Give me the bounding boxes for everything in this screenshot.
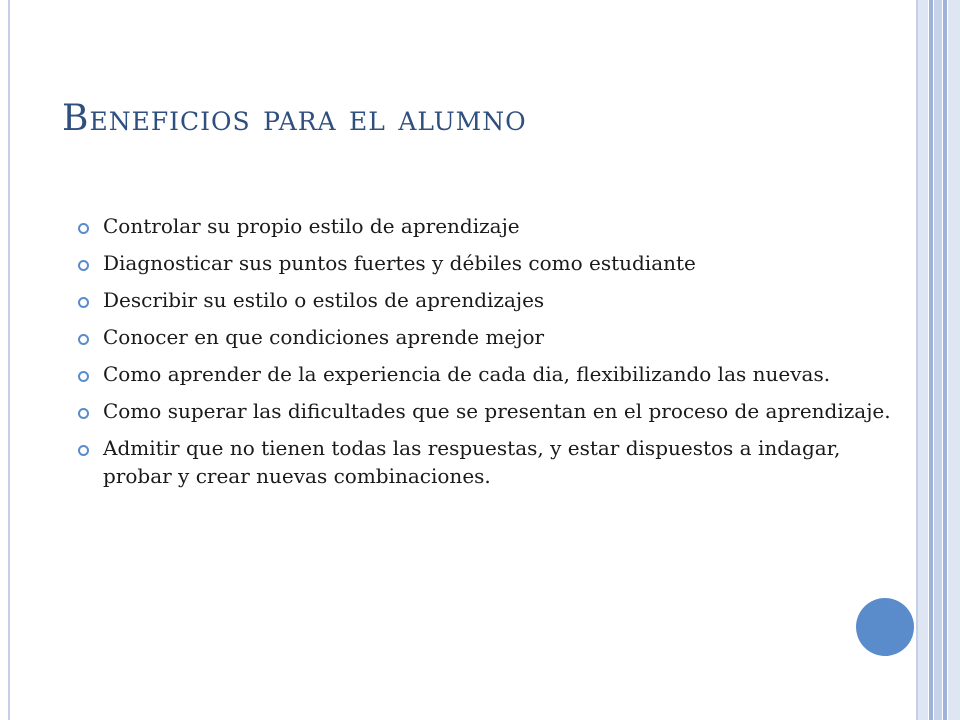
- bullet-circle-icon: [78, 223, 89, 234]
- decorative-stripe: [948, 0, 960, 720]
- bullet-item: [78, 434, 898, 490]
- slide-title: Beneficios para el alumno: [62, 98, 527, 139]
- decorative-stripe: [943, 0, 947, 720]
- bullet-item: [78, 286, 898, 314]
- bullet-text: Como aprender de la experiencia de cada dia, flexibilizando las nuevas.: [103, 362, 831, 386]
- bullet-text: Describir su estilo o estilos de aprendizajes: [103, 288, 545, 312]
- bullet-list: [78, 212, 898, 499]
- bullet-circle-icon: [78, 260, 89, 271]
- decorative-stripe: [929, 0, 933, 720]
- bullet-text: Controlar su propio estilo de aprendizaje: [103, 214, 520, 238]
- bullet-item: [78, 249, 898, 277]
- bullet-text: Admitir que no tienen todas las respuestas, y estar dispuestos a indagar, probar y crear nuevas combinaciones.: [103, 436, 841, 488]
- blue-circle-decoration: [856, 598, 914, 656]
- bullet-text: Diagnosticar sus puntos fuertes y débiles como estudiante: [103, 251, 696, 275]
- bullet-circle-icon: [78, 371, 89, 382]
- decorative-stripe: [934, 0, 942, 720]
- bullet-circle-icon: [78, 408, 89, 419]
- bullet-circle-icon: [78, 297, 89, 308]
- bullet-item: [78, 397, 898, 425]
- bullet-circle-icon: [78, 445, 89, 456]
- bullet-circle-icon: [78, 334, 89, 345]
- decorative-stripe: [918, 0, 928, 720]
- bullet-text: Como superar las dificultades que se presentan en el proceso de aprendizaje.: [103, 399, 891, 423]
- bullet-item: [78, 323, 898, 351]
- bullet-item: [78, 212, 898, 240]
- bullet-text: Conocer en que condiciones aprende mejor: [103, 325, 545, 349]
- bullet-item: [78, 360, 898, 388]
